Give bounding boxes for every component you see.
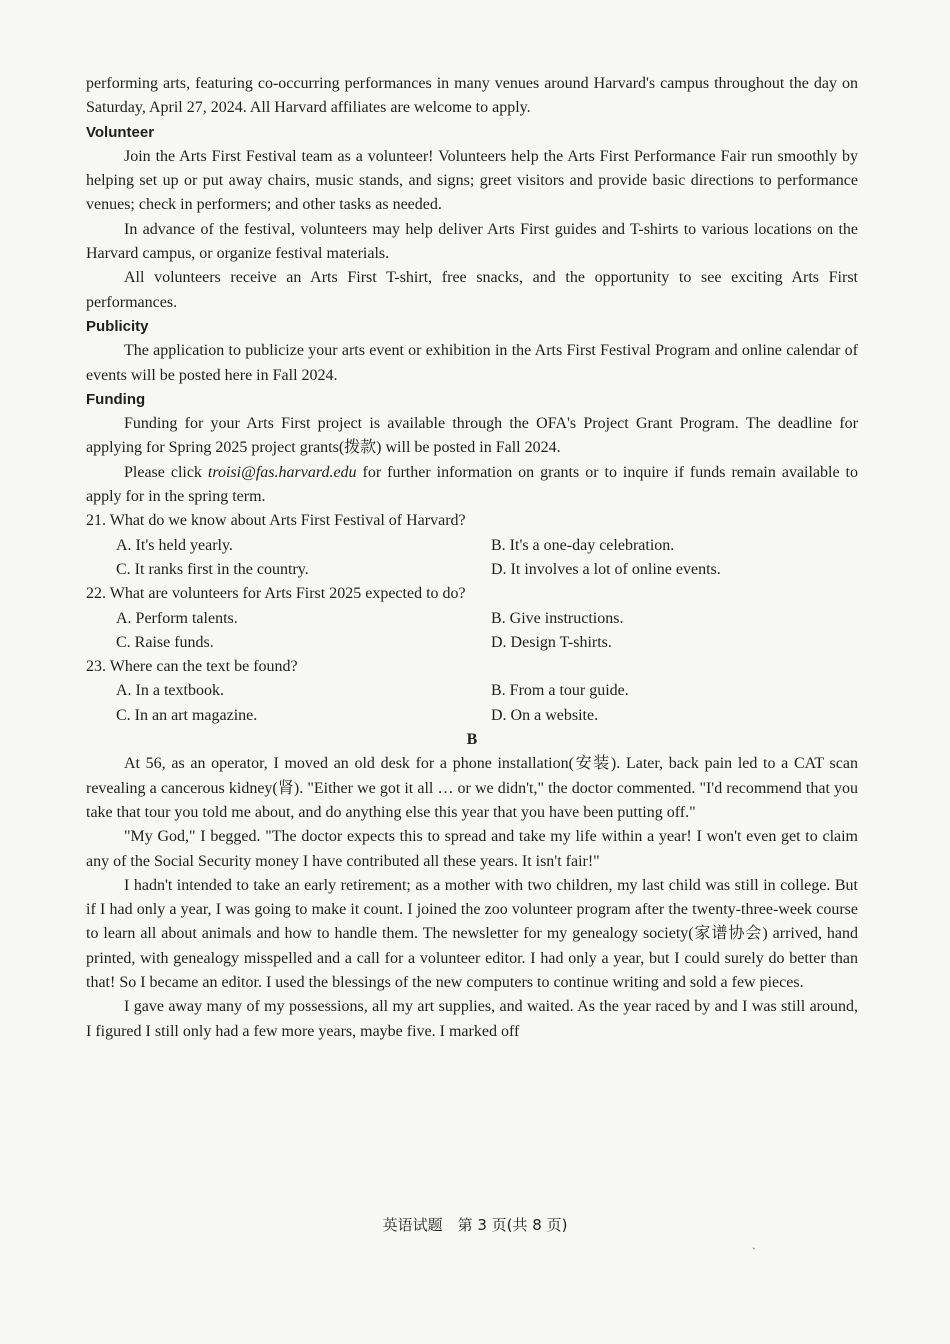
page-footer: 英语试题 第 3 页(共 8 页): [382, 1216, 568, 1234]
option-d: D. It involves a lot of online events.: [491, 560, 721, 578]
question-stem: 23. Where can the text be found?: [86, 658, 298, 676]
option-b: B. It's a one-day celebration.: [491, 536, 675, 554]
option-b: B. From a tour guide.: [491, 682, 629, 700]
funding-paragraph-2: [86, 461, 858, 510]
option-a: A. In a textbook.: [116, 682, 224, 700]
funding-paragraph-1: Funding for your Arts First project is available through the OFA's Project Grant Program. The deadline for applying for Spring 2025 project grants(拨款) will be posted in Fall 2024.: [86, 415, 858, 457]
volunteer-paragraph-1: Join the Arts First Festival team as a volunteer! Volunteers help the Arts First Performance Fair run smoothly by helping set up or put away chairs, music stands, and signs; greet visitors and provide basic directions to performance venues; check in performers; and other tasks as needed.: [86, 147, 858, 214]
funding-heading: Funding: [86, 390, 146, 408]
option-grid: [86, 679, 858, 728]
option-c: C. It ranks first in the country.: [116, 560, 309, 578]
option-a: A. It's held yearly.: [116, 536, 233, 554]
story-paragraph-1: At 56, as an operator, I moved an old desk for a phone installation(安装). Later, back pain led to a CAT scan revealing a cancerous kidney(肾). "Either we got it all … or we didn't," the doctor commented. "I'd recommend that you take that tour you told me about, and do anything else this year that you have been putting off.": [86, 755, 858, 821]
volunteer-heading: Volunteer: [86, 123, 155, 141]
story-paragraph-4: I gave away many of my possessions, all my art supplies, and waited. As the year raced by and I was still around, I figured I still only had a few more years, maybe five. I marked off: [86, 998, 858, 1040]
question-stem: 21. What do we know about Arts First Festival of Harvard?: [86, 512, 466, 530]
volunteer-paragraph-3: All volunteers receive an Arts First T-shirt, free snacks, and the opportunity to see exciting Arts First performances.: [86, 269, 858, 311]
option-d: D. On a website.: [491, 706, 599, 724]
scan-mark: ˎ: [752, 1236, 756, 1250]
funding-text-after: for further information on grants or to inquire if funds remain available to apply for in the spring term.: [86, 463, 859, 506]
question-22: [86, 582, 858, 655]
publicity-heading: Publicity: [86, 317, 149, 335]
option-a: A. Perform talents.: [116, 609, 238, 627]
section-b-label: B: [466, 731, 478, 749]
story-paragraph-3: I hadn't intended to take an early retirement; as a mother with two children, my last child was still in college. But if I had only a year, I was going to make it count. I joined the zoo volunteer program after the twenty-three-week course to learn all about animals and how to handle them. The newsletter for my genealogy society(家谱协会) arrived, hand printed, with genealogy misspelled and a call for a volunteer editor. I had only a year, but I could surely do better than that! So I became an editor. I used the blessings of the new computers to continue writing and sold a few pieces.: [86, 876, 858, 991]
funding-text-before: Please click: [124, 463, 208, 481]
email-link[interactable]: troisi@fas.harvard.edu: [207, 463, 357, 481]
question-stem: 22. What are volunteers for Arts First 2025 expected to do?: [86, 585, 466, 603]
volunteer-paragraph-2: In advance of the festival, volunteers may help deliver Arts First guides and T-shirts to various locations on the Harvard campus, or organize festival materials.: [86, 220, 858, 263]
publicity-paragraph: The application to publicize your arts event or exhibition in the Arts First Festival Program and online calendar of events will be posted here in Fall 2024.: [86, 342, 858, 384]
option-c: C. Raise funds.: [116, 633, 214, 651]
story-paragraph-2: "My God," I begged. "The doctor expects this to spread and take my life within a year! I won't even get to claim any of the Social Security money I have contributed all these years. It isn't fair!": [86, 828, 858, 870]
intro-paragraph: performing arts, featuring co-occurring performances in many venues around Harvard's campus throughout the day on Saturday, April 27, 2024. All Harvard affiliates are welcome to apply.: [86, 75, 858, 117]
question-23: [86, 655, 858, 728]
question-21: [86, 509, 858, 582]
option-grid: [86, 607, 858, 656]
option-d: D. Design T-shirts.: [491, 633, 612, 651]
option-b: B. Give instructions.: [491, 609, 624, 627]
option-grid: [86, 534, 858, 583]
option-c: C. In an art magazine.: [116, 706, 258, 724]
